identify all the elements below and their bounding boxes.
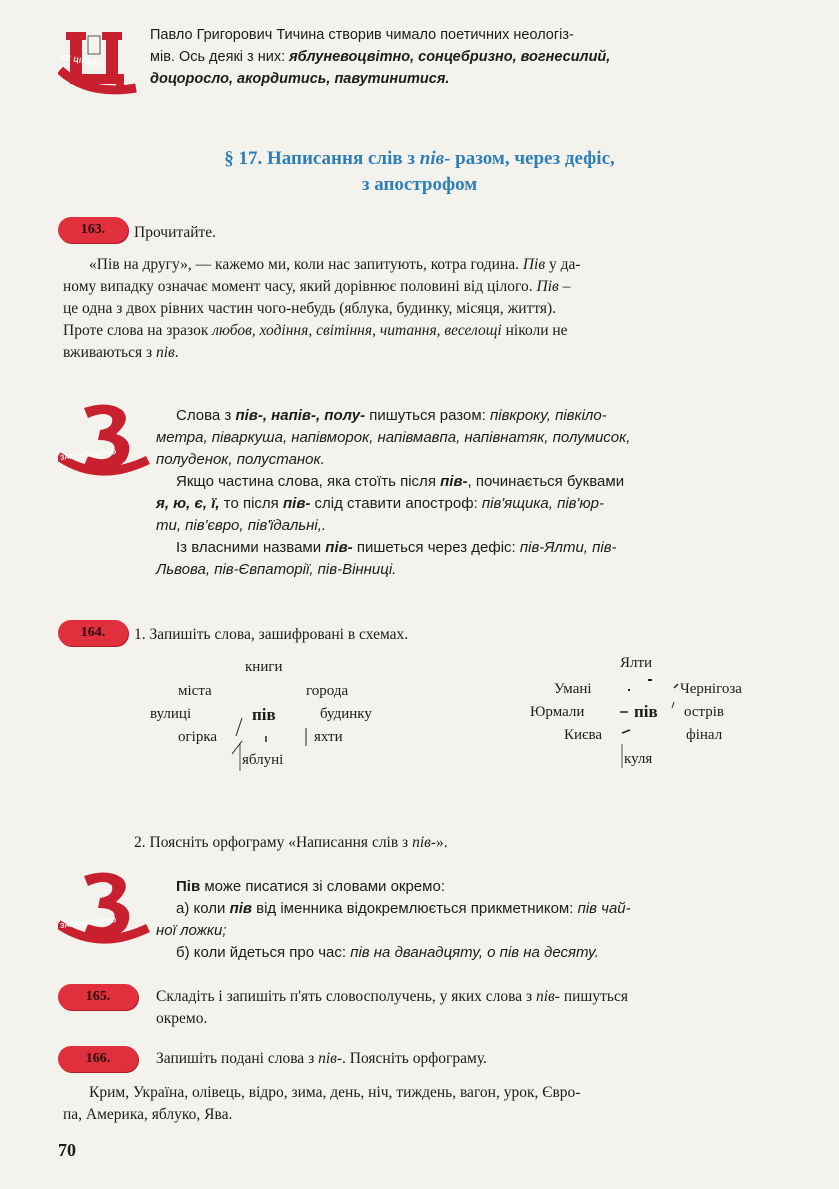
scheme-lines <box>170 656 410 771</box>
zapamiatai-icon <box>58 868 150 948</box>
rule-text: Пів може писатися зі словами окремо: а) коли пів від іменника відокремлюється прикметником: пів чай- ної ложки; б) коли йдеться про час: пів на дванадцяту, о пів на десяту. <box>156 878 631 961</box>
exercise-task: Прочитайте. <box>134 224 217 241</box>
scheme-word: вулиці <box>150 706 192 722</box>
scheme-word: Юрмали <box>530 704 585 720</box>
exercise-text: «Пів на другу», — кажемо ми, коли нас запитують, котра година. Пів у да- ному випадку означає момент часу, який дорівнює половині від цілого. Пів – це одна з двох рівних частин чого-небудь (яблука, будинку, місяця, життя). Проте слова на зразок любов, ходіння, світіння, читання, веселощі ніколи не вживаються з пів. <box>63 256 581 361</box>
scheme-word: книги <box>245 659 283 675</box>
tsikavo-text: Павло Григорович Тичина створив чимало поетичних неологіз- мів. Ось деякі з них: яблуневоцвітно, сонцебризно, вогнесилий, доцоросло, акордитись, павутинитися. <box>150 27 611 87</box>
scheme-center: пів <box>252 705 276 724</box>
exercise-task: 1. Запишіть слова, зашифровані в схемах. <box>134 626 409 643</box>
scheme-word: будинку <box>320 706 372 722</box>
scheme-word: острів <box>684 704 725 720</box>
exercise-number: 166. <box>58 1046 138 1072</box>
scheme-word: яхти <box>314 729 343 745</box>
section-title: § 17. Написання слів з пів- разом, через дефіс, з апострофом <box>224 148 615 195</box>
exercise-number: 163. <box>58 217 128 243</box>
scheme-word: Чернігоза <box>680 681 742 697</box>
scheme-right <box>530 656 790 771</box>
scheme-word: Києва <box>564 727 603 743</box>
scheme-word: Умані <box>554 681 592 697</box>
exercise-text: Крим, Україна, олівець, відро, зима, день, ніч, тиждень, вагон, урок, Євро- па, Америка, яблуко, Ява. <box>63 1084 581 1123</box>
scheme-left <box>150 656 410 771</box>
scheme-word: міста <box>178 683 212 699</box>
page-number: 70 <box>58 1140 76 1160</box>
rule-text: Слова з пів-, напів-, полу- пишуться разом: півкроку, півкіло- метра, піваркуша, напівморок, напівмавпа, напівнатяк, полумисок, полуденок, полустанок. Якщо частина слова, яка стоїть після пів-, починається буквами я, ю, є, ї, то після пів- слід ставити апостроф: пів'ящика, пів'юр- ти, пів'євро, пів'їдальні,. Із власними назвами пів- пишеться через дефіс: пів-Ялти, пів- Львова, пів-Євпаторії, пів-Вінниці. <box>156 407 631 578</box>
exercise-number: 165. <box>58 984 138 1010</box>
scheme-word: огірка <box>178 729 218 745</box>
scheme-center: пів <box>634 702 658 721</box>
exercise-task: Запишіть подані слова з пів-. Поясніть орфограму. <box>156 1050 487 1067</box>
zapamiatai-label: ЗАПАМ'ЯТАЙНО <box>59 917 117 930</box>
scheme-word: города <box>306 683 349 699</box>
zapamiatai-label: ЗАПАМ'ЯТАЙНО <box>59 449 117 462</box>
scheme-word: куля <box>624 751 653 767</box>
tsikavo-label: ЦЕ ЦІКАВО <box>59 53 104 70</box>
scheme-word: Ялти <box>620 655 653 671</box>
zapamiatai-icon <box>58 400 150 480</box>
exercise-number: 164. <box>58 620 128 646</box>
scheme-word: яблуні <box>242 752 284 768</box>
exercise-text: Складіть і запишіть п'ять словосполучень, у яких слова з пів- пишуться окремо. <box>156 988 628 1027</box>
exercise-task: 2. Поясніть орфограму «Написання слів з пів-». <box>134 834 448 851</box>
scheme-lines <box>530 656 790 771</box>
scheme-word: фінал <box>686 727 723 743</box>
